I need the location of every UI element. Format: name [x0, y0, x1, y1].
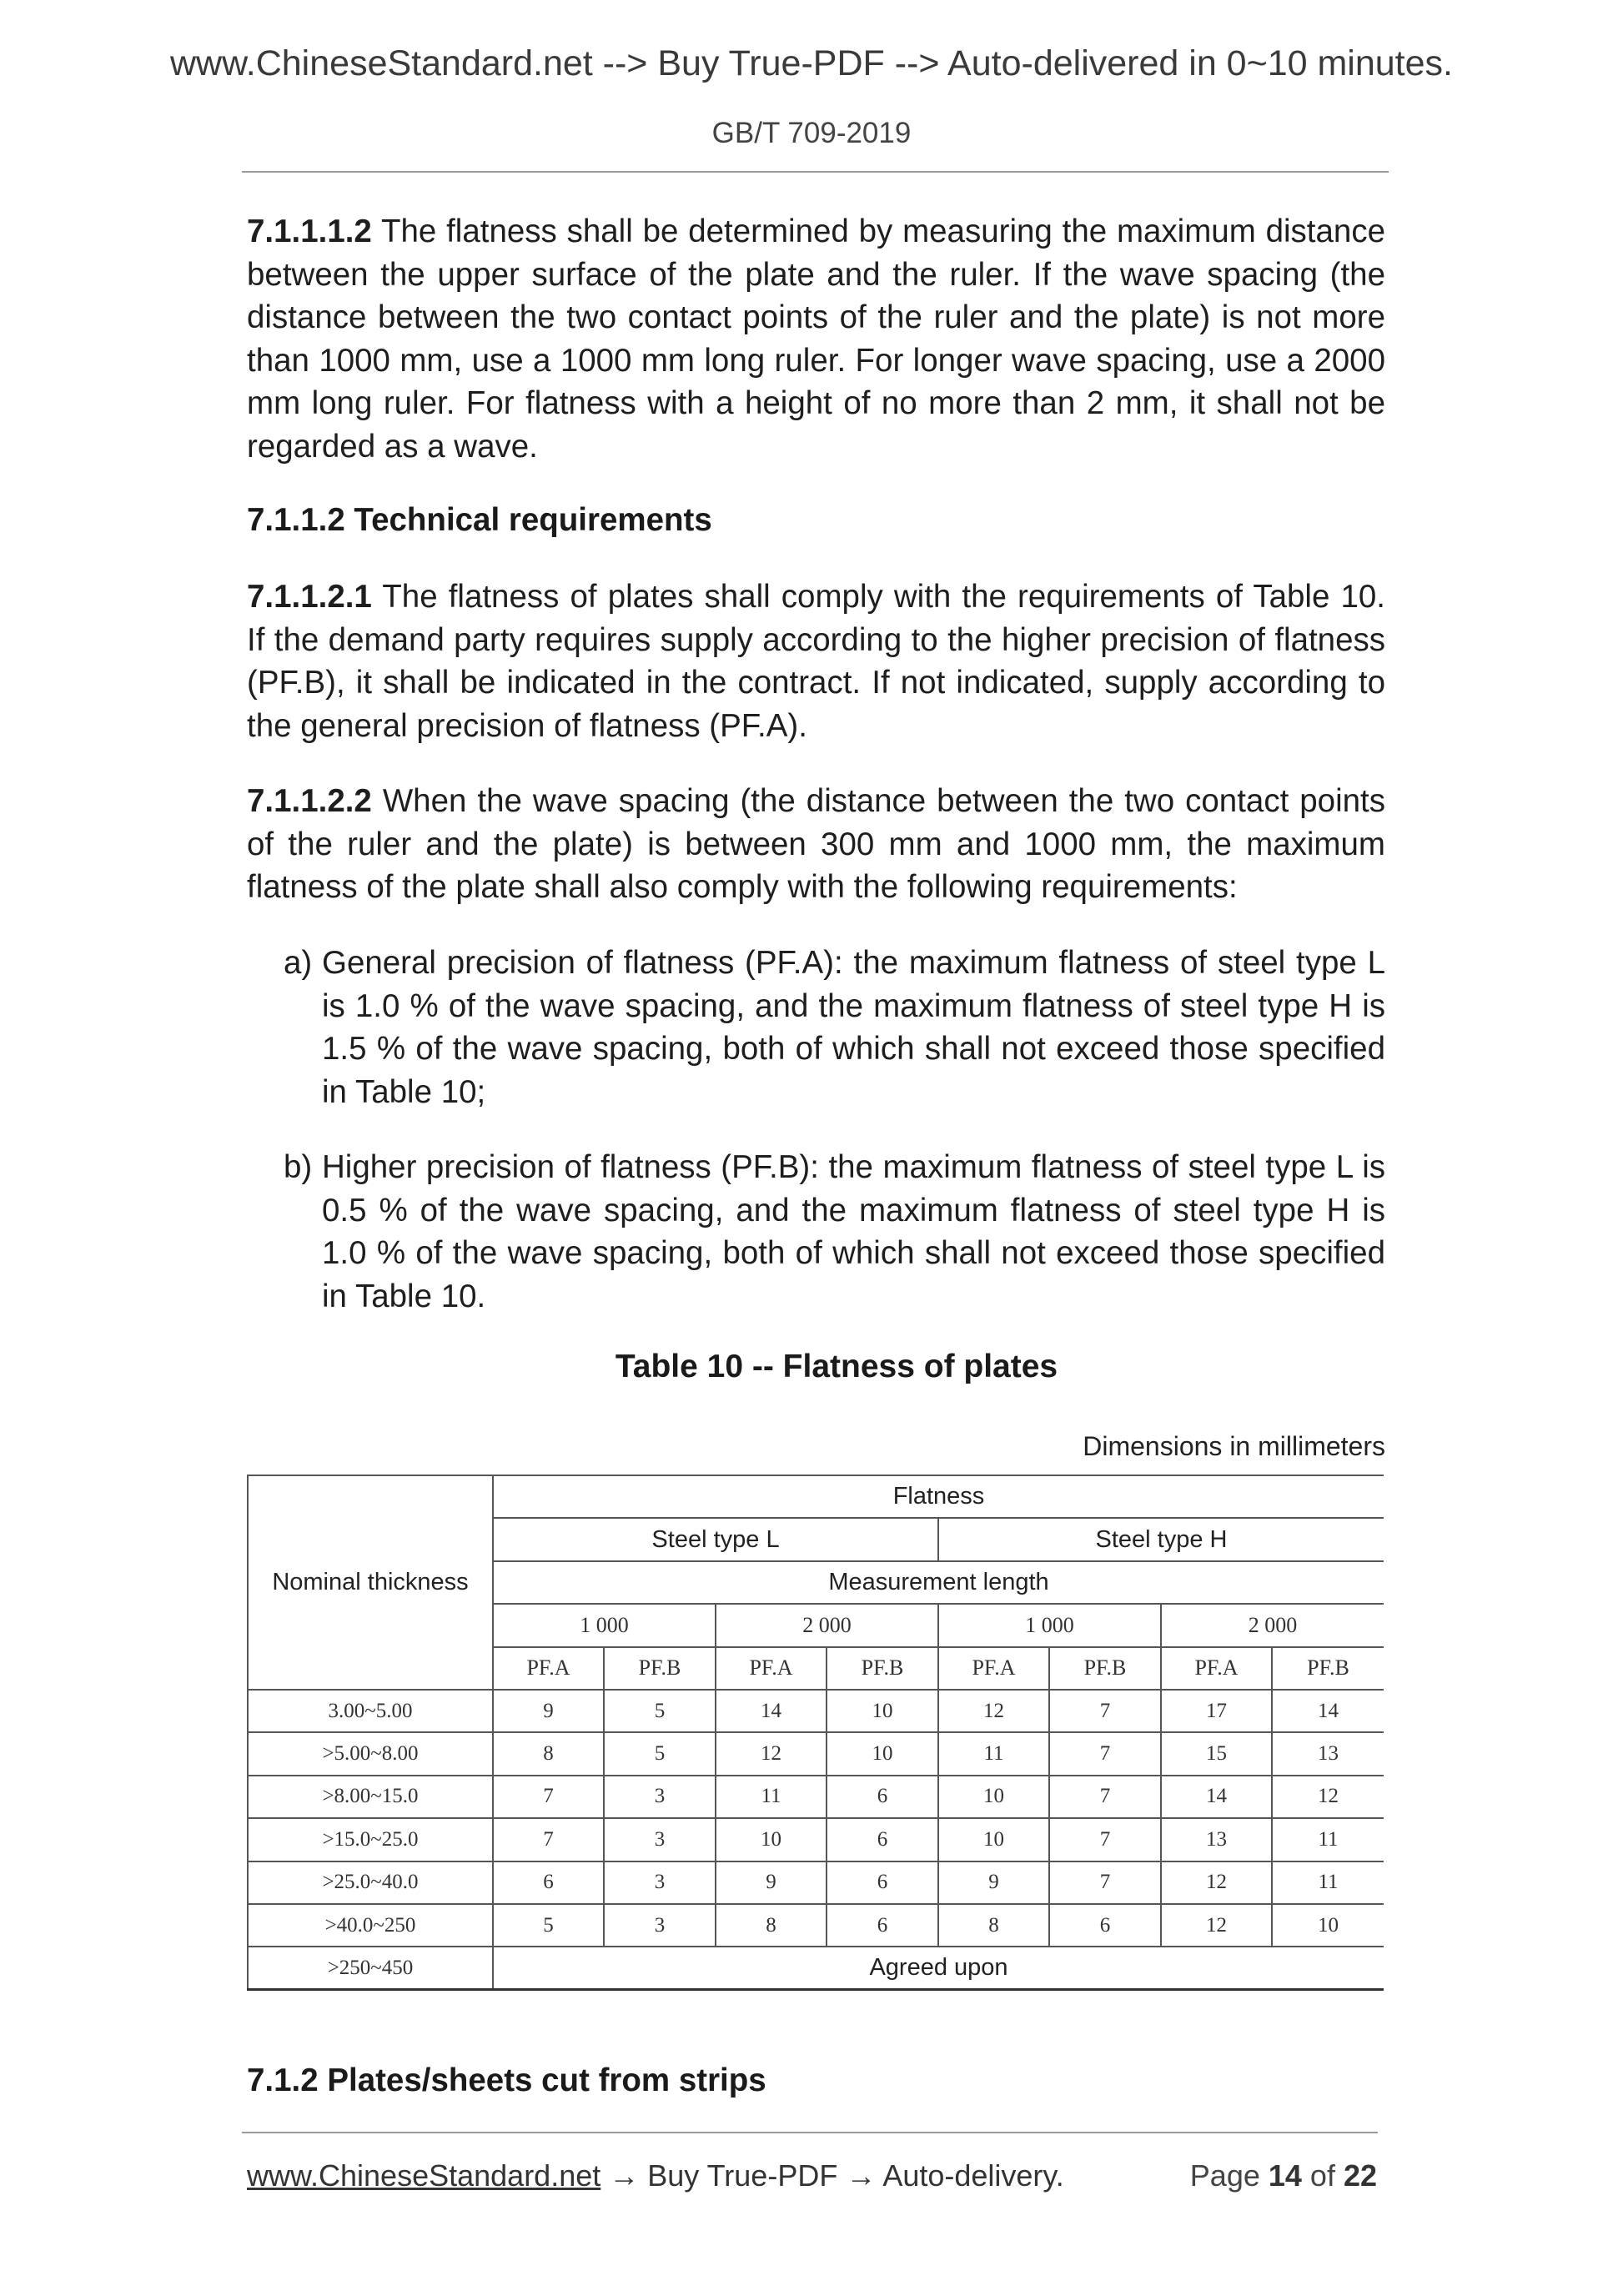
- precision-header: PF.B: [827, 1647, 938, 1690]
- value-cell: 9: [493, 1690, 604, 1732]
- of-label: of: [1301, 2158, 1344, 2193]
- value-cell: 9: [938, 1861, 1049, 1904]
- value-cell: 11: [1272, 1818, 1384, 1861]
- table-title: Table 10 -- Flatness of plates: [615, 1349, 1058, 1384]
- value-cell: 7: [1049, 1861, 1161, 1904]
- precision-header: PF.B: [1049, 1647, 1161, 1690]
- precision-header: PF.A: [1161, 1647, 1272, 1690]
- list-item-a: [284, 942, 1385, 1113]
- paragraph-text: The flatness of plates shall comply with the requirements of Table 10. If the demand party requires supply according to the higher precision of flatness (PF.B), it shall be indicated in the contract. If not indicated, supply according to the general precision of flatness (PF.A).: [247, 579, 1385, 744]
- value-cell: 6: [827, 1818, 938, 1861]
- length-header: 1 000: [493, 1604, 716, 1646]
- value-cell: 12: [938, 1690, 1049, 1732]
- value-cell: 3: [604, 1861, 716, 1904]
- value-cell: 8: [493, 1732, 604, 1775]
- flatness-header: Flatness: [493, 1475, 1384, 1518]
- footer-promo: [247, 2158, 1064, 2193]
- value-cell: 11: [1272, 1861, 1384, 1904]
- agreed-upon-cell: Agreed upon: [493, 1947, 1384, 1989]
- value-cell: 13: [1161, 1818, 1272, 1861]
- header-divider: [242, 171, 1389, 173]
- list-item-text: Higher precision of flatness (PF.B): the maximum flatness of steel type L is 0.5 % of the wave spacing, and the maximum flatness of steel type H is 1.0 % of the wave spacing, both of which shall not exceed those specified in Table 10.: [322, 1149, 1385, 1314]
- value-cell: 12: [1161, 1904, 1272, 1947]
- clause-number: 7.1.1.2.2: [247, 783, 372, 819]
- footer-site-link[interactable]: www.ChineseStandard.net: [247, 2158, 601, 2193]
- value-cell: 12: [1161, 1861, 1272, 1904]
- value-cell: 3: [604, 1776, 716, 1818]
- page-indicator: [1190, 2158, 1377, 2193]
- length-header: 2 000: [716, 1604, 938, 1646]
- value-cell: 6: [827, 1861, 938, 1904]
- value-cell: 14: [1272, 1690, 1384, 1732]
- value-cell: 11: [716, 1776, 827, 1818]
- clause-number: 7.1.1.2.1: [247, 579, 372, 615]
- table-row: [248, 1690, 1384, 1732]
- value-cell: 11: [938, 1732, 1049, 1775]
- value-cell: 10: [827, 1690, 938, 1732]
- clause-number: 7.1.1.1.2: [247, 214, 372, 249]
- precision-header: PF.A: [938, 1647, 1049, 1690]
- thickness-cell: 3.00~5.00: [248, 1690, 493, 1732]
- value-cell: 14: [716, 1690, 827, 1732]
- footer-divider: [242, 2132, 1378, 2133]
- thickness-cell: >5.00~8.00: [248, 1732, 493, 1775]
- list-item-text: General precision of flatness (PF.A): the maximum flatness of steel type L is 1.0 % of the wave spacing, and the maximum flatness of steel type H is 1.5 % of the wave spacing, both of which shall not exceed those specified in Table 10;: [322, 945, 1385, 1110]
- table-row-agreed: [248, 1947, 1384, 1989]
- value-cell: 10: [716, 1818, 827, 1861]
- value-cell: 6: [827, 1776, 938, 1818]
- paragraph-text: The flatness shall be determined by measuring the maximum distance between the upper surface of the plate and the ruler. If the wave spacing (the distance between the two contact points of the ruler and the plate) is not more than 1000 mm, use a 1000 mm long ruler. For longer wave spacing, use a 2000 mm long ruler. For flatness with a height of no more than 2 mm, it shall not be regarded as a wave.: [247, 214, 1385, 465]
- nominal-thickness-header: Nominal thickness: [248, 1475, 493, 1690]
- value-cell: 3: [604, 1818, 716, 1861]
- document-id: GB/T 709-2019: [711, 117, 912, 149]
- value-cell: 6: [1049, 1904, 1161, 1947]
- value-cell: 12: [1272, 1776, 1384, 1818]
- heading-7-1-1-2: 7.1.1.2 Technical requirements: [247, 502, 712, 538]
- flatness-table: [247, 1475, 1384, 1991]
- steel-type-l-header: Steel type L: [493, 1518, 938, 1560]
- value-cell: 9: [716, 1861, 827, 1904]
- length-header: 1 000: [938, 1604, 1161, 1646]
- value-cell: 7: [1049, 1776, 1161, 1818]
- value-cell: 7: [1049, 1732, 1161, 1775]
- thickness-cell: >250~450: [248, 1947, 493, 1989]
- page-total: 22: [1343, 2158, 1377, 2193]
- paragraph-7-1-1-2-2: [247, 780, 1385, 909]
- thickness-cell: >40.0~250: [248, 1904, 493, 1947]
- value-cell: 12: [716, 1732, 827, 1775]
- table-row: [248, 1904, 1384, 1947]
- value-cell: 13: [1272, 1732, 1384, 1775]
- value-cell: 14: [1161, 1776, 1272, 1818]
- top-banner: www.ChineseStandard.net --> Buy True-PDF --> Auto-delivered in 0~10 minutes.: [169, 43, 1453, 83]
- value-cell: 10: [827, 1732, 938, 1775]
- value-cell: 6: [493, 1861, 604, 1904]
- precision-header: PF.A: [493, 1647, 604, 1690]
- value-cell: 5: [604, 1732, 716, 1775]
- paragraph-text: When the wave spacing (the distance between the two contact points of the ruler and the plate) is between 300 mm and 1000 mm, the maximum flatness of the plate shall also comply with the following requirements:: [247, 783, 1385, 905]
- value-cell: 7: [1049, 1818, 1161, 1861]
- value-cell: 7: [493, 1776, 604, 1818]
- table-row: [248, 1732, 1384, 1775]
- precision-header: PF.B: [1272, 1647, 1384, 1690]
- precision-header: PF.A: [716, 1647, 827, 1690]
- table-row: [248, 1861, 1384, 1904]
- dimensions-note: Dimensions in millimeters: [1083, 1431, 1385, 1461]
- value-cell: 5: [493, 1904, 604, 1947]
- measurement-length-header: Measurement length: [493, 1561, 1384, 1604]
- paragraph-7-1-1-2-1: [247, 575, 1385, 747]
- precision-header: PF.B: [604, 1647, 716, 1690]
- value-cell: 10: [938, 1818, 1049, 1861]
- value-cell: 6: [827, 1904, 938, 1947]
- value-cell: 8: [716, 1904, 827, 1947]
- length-header: 2 000: [1161, 1604, 1384, 1646]
- thickness-cell: >15.0~25.0: [248, 1818, 493, 1861]
- value-cell: 15: [1161, 1732, 1272, 1775]
- table-row: [248, 1776, 1384, 1818]
- steel-type-h-header: Steel type H: [938, 1518, 1384, 1560]
- value-cell: 7: [493, 1818, 604, 1861]
- page-number: 14: [1268, 2158, 1302, 2193]
- paragraph-7-1-1-1-2: [247, 210, 1385, 468]
- footer-promo-text: → Buy True-PDF → Auto-delivery.: [600, 2158, 1064, 2193]
- heading-7-1-2: 7.1.2 Plates/sheets cut from strips: [247, 2062, 766, 2098]
- value-cell: 7: [1049, 1690, 1161, 1732]
- page-label: Page: [1189, 2158, 1269, 2193]
- value-cell: 10: [1272, 1904, 1384, 1947]
- value-cell: 5: [604, 1690, 716, 1732]
- value-cell: 8: [938, 1904, 1049, 1947]
- list-item-b: [284, 1146, 1385, 1318]
- header-row-flatness: [248, 1475, 1384, 1518]
- value-cell: 17: [1161, 1690, 1272, 1732]
- thickness-cell: >25.0~40.0: [248, 1861, 493, 1904]
- list-marker: a): [284, 945, 313, 981]
- value-cell: 3: [604, 1904, 716, 1947]
- table-row: [248, 1818, 1384, 1861]
- list-marker: b): [284, 1149, 313, 1185]
- value-cell: 10: [938, 1776, 1049, 1818]
- thickness-cell: >8.00~15.0: [248, 1776, 493, 1818]
